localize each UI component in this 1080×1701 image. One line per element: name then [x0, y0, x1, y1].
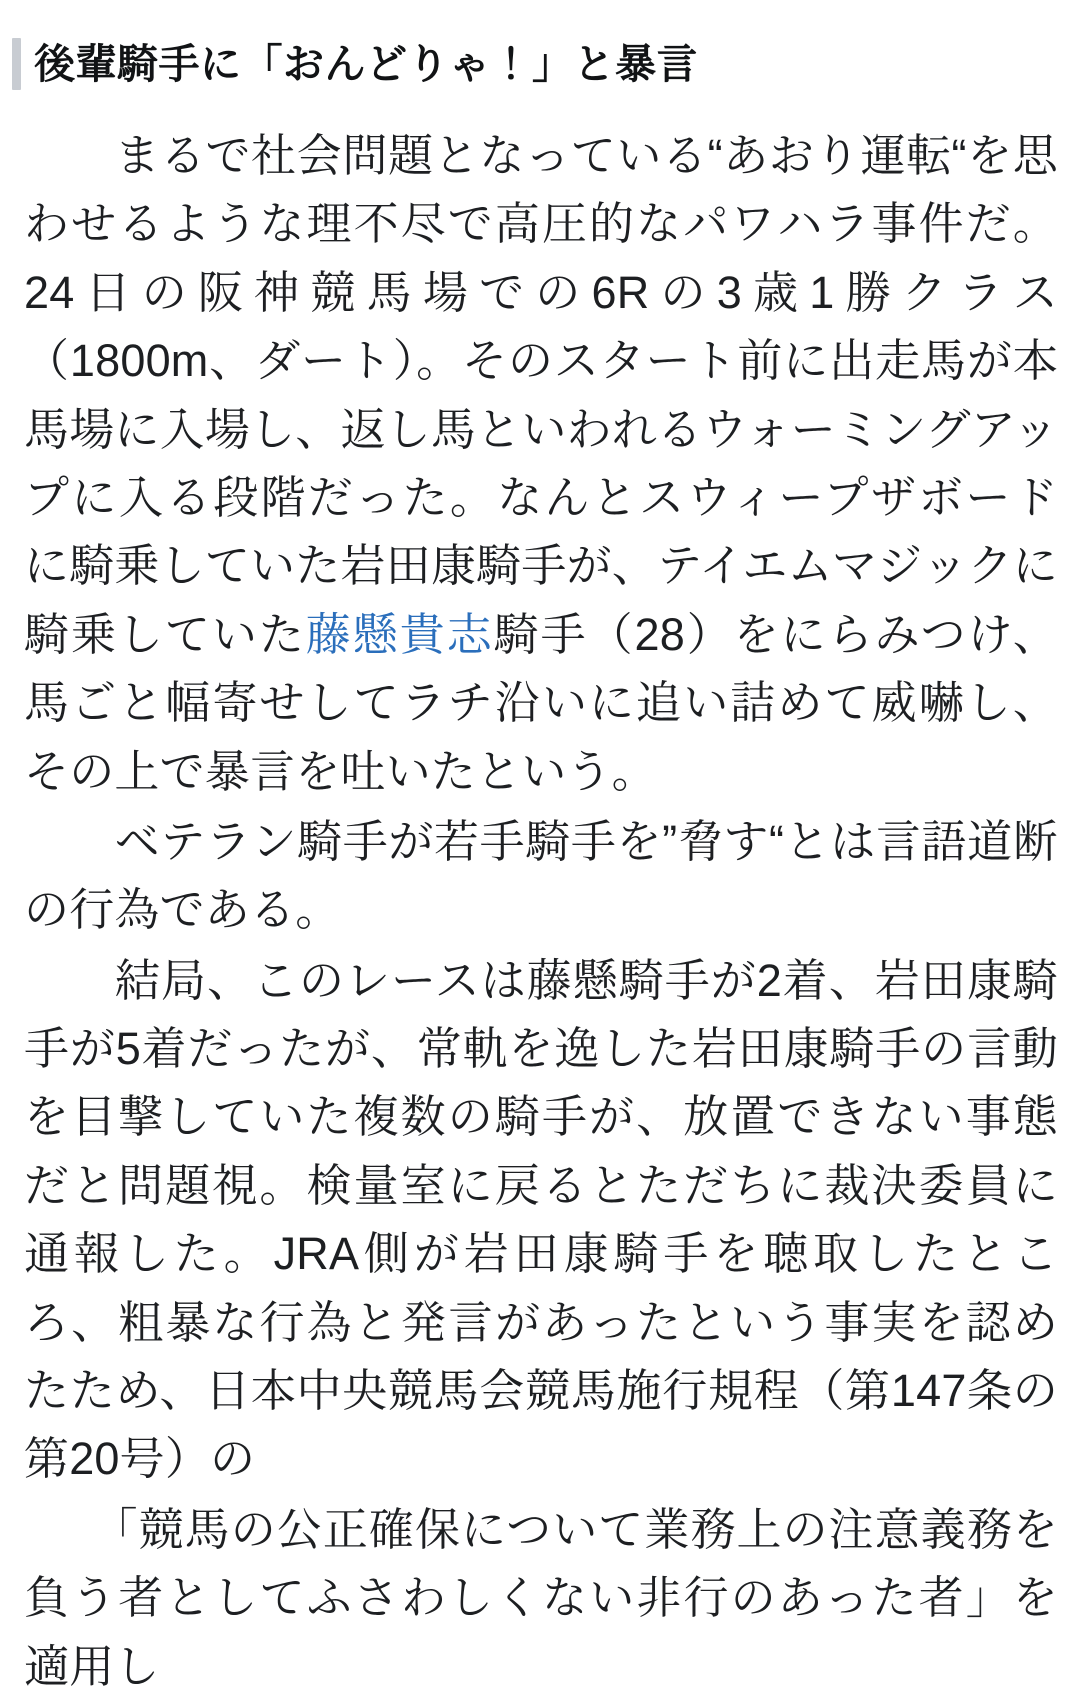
paragraph-text: 結局、このレースは藤懸騎手が2着、岩田康騎手が5着だったが、常軌を逸した岩田康騎手の言動を目撃していた複数の騎手が、放置できない事態だと問題視。検量室に戻るとただちに裁決委員に通報した。JRA側が岩田康騎手を聴取したところ、粗暴な行為と発言があったという事実を認めたため、日本中央競馬会競馬施行規程（第147条の第20号）の — [24, 954, 1058, 1485]
article-paragraph — [24, 122, 1058, 806]
paragraph-text: 騎手（28）をにらみつけ、馬ごと幅寄せしてラチ沿いに追い詰めて威嚇し、その上で暴言を吐いたという。 — [24, 608, 1058, 797]
headline-text: 後輩騎手に「おんどりゃ！」と暴言 — [34, 41, 698, 88]
inline-link-person[interactable]: 藤懸貴志 — [305, 608, 494, 660]
paragraph-text: ベテラン騎手が若手騎手を”脅す“とは言語道断の行為である。 — [24, 815, 1058, 936]
paragraph-text: 「競馬の公正確保について業務上の注意義務を負う者としてふさわしくない非行のあった者」を適用し — [24, 1503, 1058, 1692]
article-paragraph — [24, 947, 1058, 1494]
article-body — [0, 122, 1080, 1701]
headline-accent-bar — [12, 38, 21, 90]
article-page — [0, 34, 1080, 1692]
article-paragraph — [24, 808, 1058, 945]
article-paragraph — [24, 1496, 1058, 1701]
paragraph-text: まるで社会問題となっている“あおり運転“を思わせるような理不尽で高圧的なパワハラ事件だ。24日の阪神競馬場での6Rの3歳1勝クラス（1800m、ダート）。そのスタート前に出走馬が本馬場に入場し、返し馬といわれるウォーミングアップに入る段階だった。なんとスウィープザボードに騎乗していた岩田康騎手が、テイエムマジックに騎乗していた — [24, 130, 1058, 660]
page-title — [0, 34, 1080, 96]
